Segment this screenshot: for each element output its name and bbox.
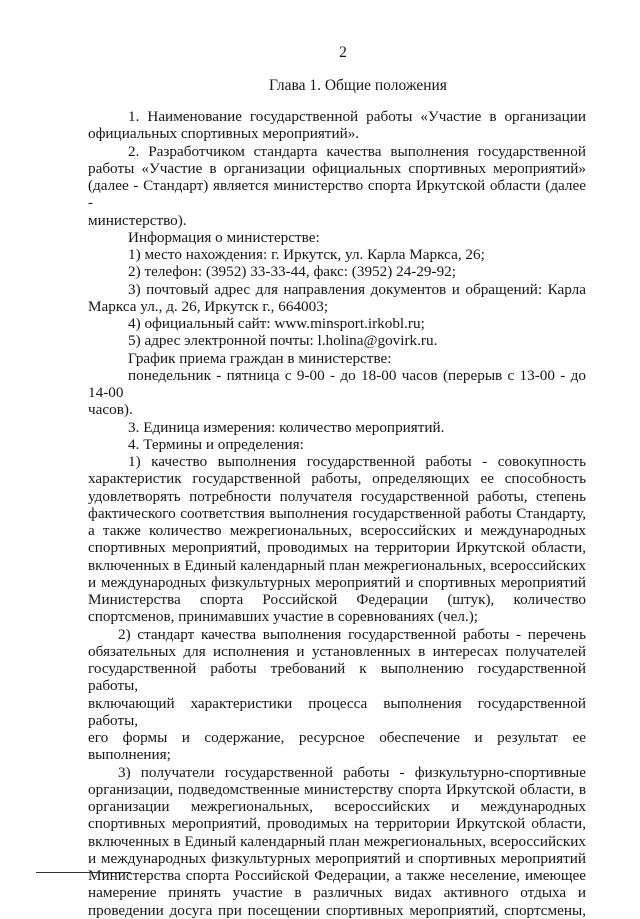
document-line: и международных физкультурных мероприятий и спортивных мероприятий bbox=[88, 573, 586, 591]
document-line: часов). bbox=[88, 401, 133, 419]
document-line: его формы и содержание, ресурсное обеспечение и результат ее выполнения; bbox=[88, 729, 586, 764]
document-line: включающий характеристики процесса выполнения государственной работы, bbox=[88, 694, 586, 729]
document-line: 4) официальный сайт: www.minsport.irkobl.ru; bbox=[128, 315, 425, 332]
document-line: 1) качество выполнения государственной работы - совокупность bbox=[128, 453, 586, 470]
document-line: государственной работы требований к выполнению государственной работы, bbox=[88, 660, 586, 695]
document-line: 1) место нахождения: г. Иркутск, ул. Карла Маркса, 26; bbox=[128, 246, 485, 263]
document-line: 2) стандарт качества выполнения государственной работы - перечень bbox=[118, 625, 586, 643]
document-line: 2) телефон: (3952) 33-33-44, факс: (3952) 24-29-92; bbox=[128, 263, 456, 281]
document-line: спортивных мероприятий, проводимых на территории Иркутской области, bbox=[88, 539, 586, 557]
footnote-separator bbox=[36, 872, 131, 873]
document-line: организации межрегиональных, всероссийских и международных bbox=[88, 798, 586, 815]
document-line: министерство). bbox=[88, 211, 187, 229]
document-body bbox=[88, 108, 586, 919]
document-line: Маркса ул., д. 26, Иркутск г., 664003; bbox=[88, 297, 329, 315]
chapter-title: Глава 1. Общие положения bbox=[269, 77, 447, 94]
document-line: 3) почтовый адрес для направления документов и обращений: Карла bbox=[128, 280, 586, 298]
document-line: характеристик государственной работы, определяющих ее способность bbox=[88, 470, 586, 488]
document-line: проведении досуга при посещении спортивных мероприятий, спортсмены, bbox=[88, 901, 586, 919]
document-line: График приема граждан в министерстве: bbox=[128, 349, 392, 367]
document-line: обязательных для исполнения и установленных в интересах получателей bbox=[88, 642, 586, 660]
document-line: Информация о министерстве: bbox=[128, 228, 320, 246]
document-line: спортсменов, принимавших участие в соревнованиях (чел.); bbox=[88, 608, 478, 626]
document-line: удовлетворять потребности получателя государственной работы, степень bbox=[88, 487, 586, 505]
document-line: намерение принять участие в различных видах активного отдыха и bbox=[88, 884, 586, 902]
document-line: включенных в Единый календарный план межрегиональных, всероссийских bbox=[88, 556, 586, 574]
document-line: работы «Участие в организации официальных спортивных мероприятий» bbox=[88, 159, 586, 177]
document-line: 4. Термины и определения: bbox=[128, 435, 304, 453]
document-line: официальных спортивных мероприятий». bbox=[88, 125, 360, 143]
document-line: Министерства спорта Российской Федерации, а также неселение, имеющее bbox=[88, 867, 586, 884]
document-line: спортивных мероприятий, проводимых на территории Иркутской области, bbox=[88, 815, 586, 833]
document-line: 5) адрес электронной почты: l.holina@govirk.ru. bbox=[128, 332, 438, 350]
document-line: (далее - Стандарт) является министерство спорта Иркутской области (далее - bbox=[88, 177, 586, 212]
document-line: 3) получатели государственной работы - физкультурно-спортивные bbox=[118, 763, 586, 781]
document-line: Министерства спорта Российской Федерации (штук), количество bbox=[88, 591, 586, 608]
document-line: 2. Разработчиком стандарта качества выполнения государственной bbox=[128, 142, 586, 160]
document-line: и международных физкультурных мероприятий и спортивных мероприятий bbox=[88, 849, 586, 867]
document-line: фактического соответствия выполнения государственной работы Стандарту, bbox=[88, 504, 586, 522]
document-line: включенных в Единый календарный план межрегиональных, всероссийских bbox=[88, 832, 586, 850]
document-line: организации, подведомственные министерству спорта Иркутской области, в bbox=[88, 780, 586, 798]
page-number: 2 bbox=[339, 44, 347, 61]
document-line: а также количество межрегиональных, всероссийских и международных bbox=[88, 522, 586, 539]
document-line: 3. Единица измерения: количество мероприятий. bbox=[128, 418, 445, 436]
document-line: 1. Наименование государственной работы «Участие в организации bbox=[128, 108, 586, 125]
document-line: понедельник - пятница с 9-00 - до 18-00 часов (перерыв с 13-00 - до 14-00 bbox=[88, 366, 586, 401]
